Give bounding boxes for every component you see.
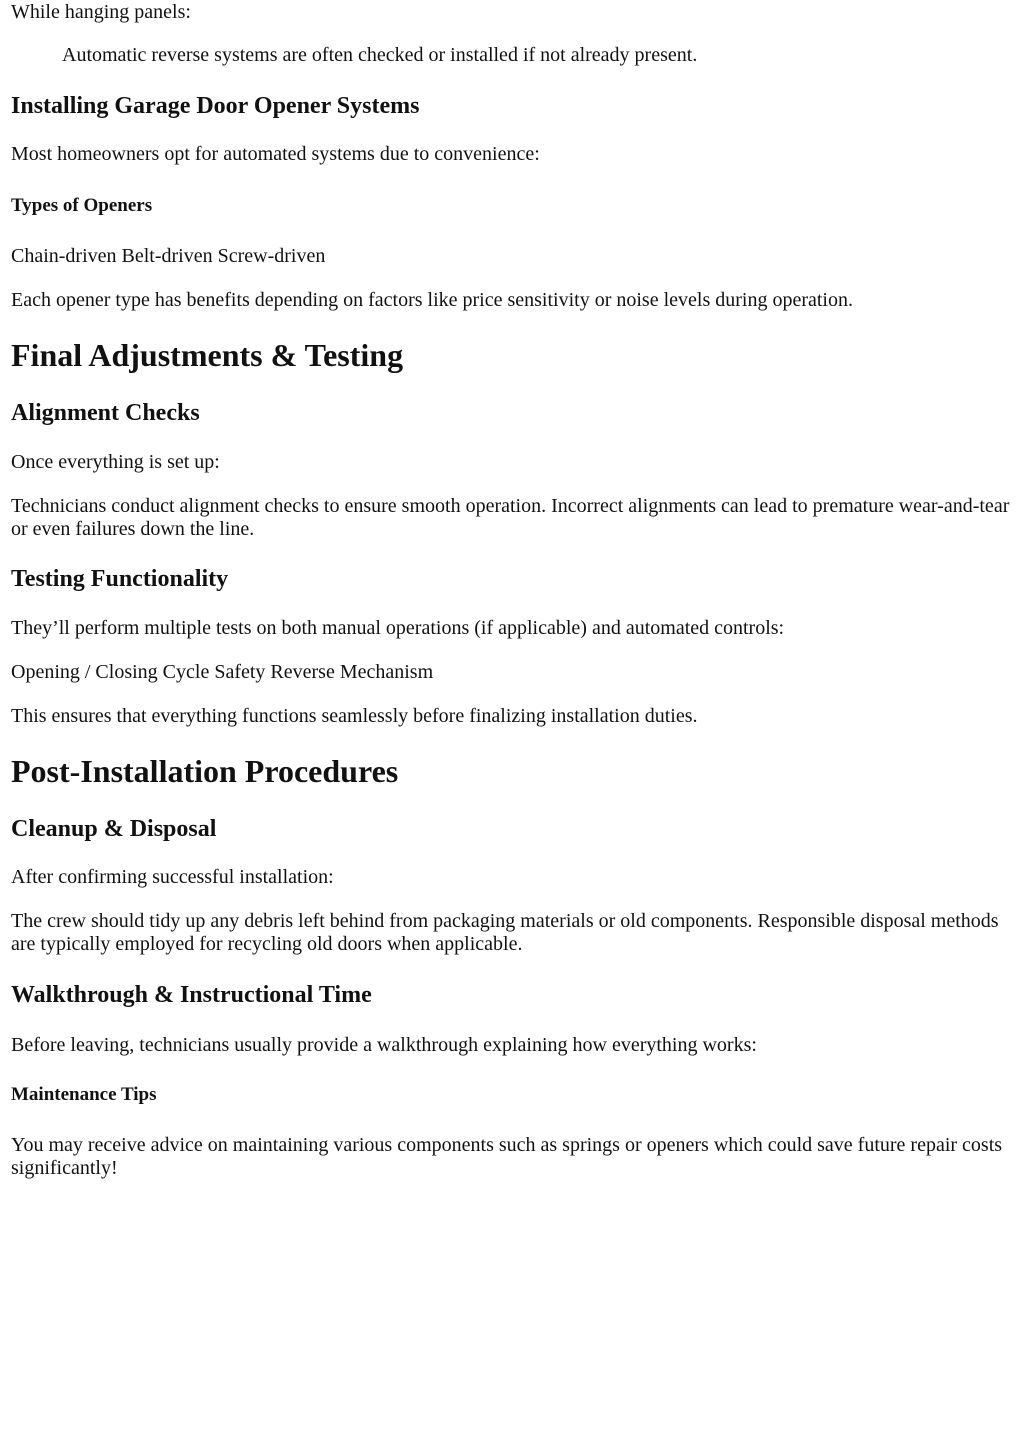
types-list: Chain-driven Belt-driven Screw-driven xyxy=(11,245,326,267)
testing-intro: They’ll perform multiple tests on both manual operations (if applicable) and automated controls: xyxy=(11,617,785,639)
maintenance-text: You may receive advice on maintaining various components such as springs or openers which could save future repair costs significantly! xyxy=(11,1134,1003,1179)
cleanup-intro: After confirming successful installation: xyxy=(11,866,334,888)
testing-list: Opening / Closing Cycle Safety Reverse Mechanism xyxy=(11,661,434,683)
testing-heading: Testing Functionality xyxy=(11,566,229,592)
walkthrough-heading: Walkthrough & Instructional Time xyxy=(11,982,372,1008)
intro-list-item: Automatic reverse systems are often checked or installed if not already present. xyxy=(62,44,698,66)
walkthrough-intro: Before leaving, technicians usually provide a walkthrough explaining how everything works: xyxy=(11,1034,757,1056)
final-heading: Final Adjustments & Testing xyxy=(11,337,404,373)
cleanup-heading: Cleanup & Disposal xyxy=(11,816,217,842)
alignment-intro: Once everything is set up: xyxy=(11,451,220,473)
maintenance-heading: Maintenance Tips xyxy=(11,1084,157,1105)
alignment-heading: Alignment Checks xyxy=(11,400,200,426)
alignment-text: Technicians conduct alignment checks to ensure smooth operation. Incorrect alignments can lead to premature wear-and-tear or even failures down the line. xyxy=(11,495,1010,540)
testing-text: This ensures that everything functions seamlessly before finalizing installation duties. xyxy=(11,705,698,727)
opener-heading: Installing Garage Door Opener Systems xyxy=(11,93,420,119)
types-heading: Types of Openers xyxy=(11,195,153,216)
types-text: Each opener type has benefits depending on factors like price sensitivity or noise levels during operation. xyxy=(11,289,853,311)
post-heading: Post-Installation Procedures xyxy=(11,753,399,789)
intro-text: While hanging panels: xyxy=(11,1,191,23)
cleanup-text: The crew should tidy up any debris left behind from packaging materials or old components. Responsible disposal methods are typically employed for recycling old doors when applicable. xyxy=(11,910,999,955)
opener-text: Most homeowners opt for automated systems due to convenience: xyxy=(11,143,540,165)
